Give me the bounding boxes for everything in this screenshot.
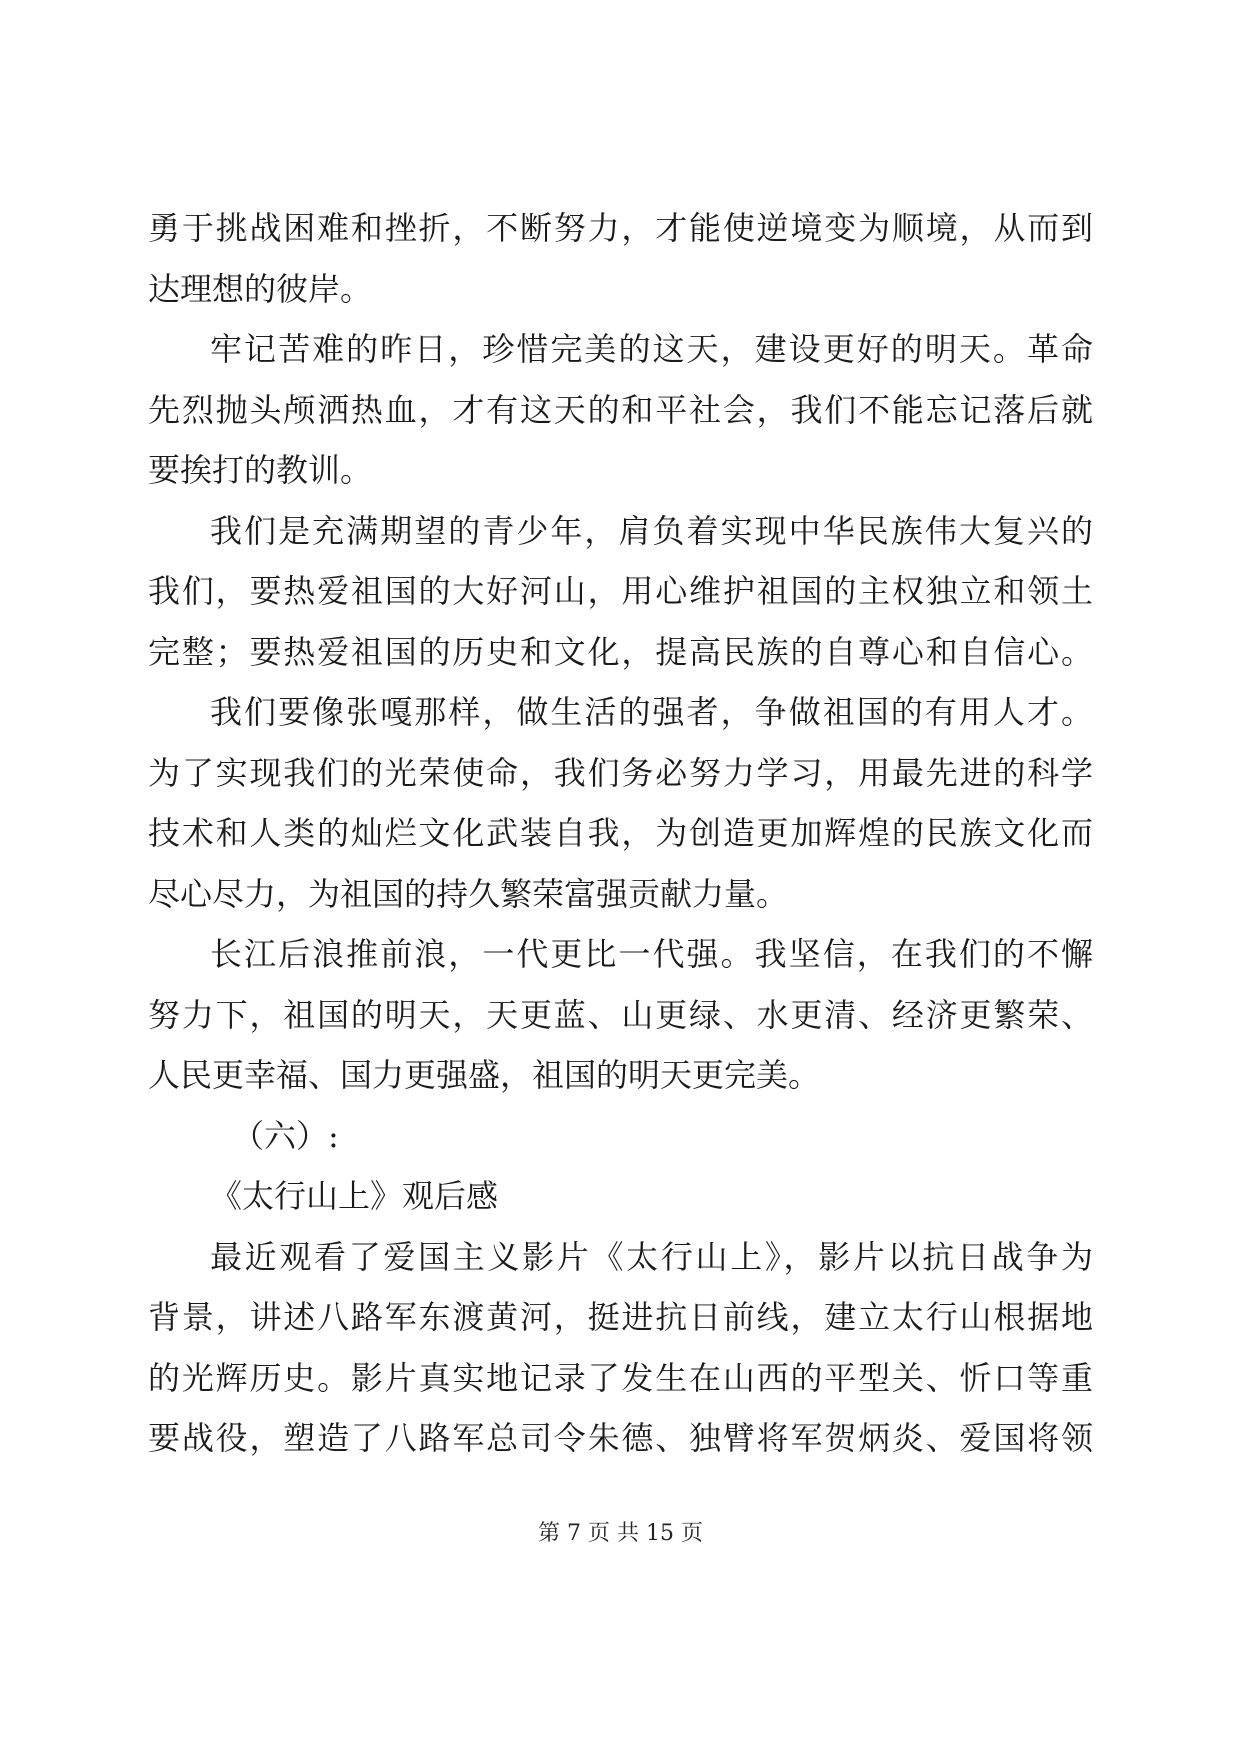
text-line-content: 技术和人类的灿烂文化武装自我，为创造更加辉煌的民族文化而 xyxy=(148,814,1095,852)
text-line-content: 尽心尽力，为祖国的持久繁荣富强贡献力量。 xyxy=(148,874,789,913)
section-number-text: （六）: xyxy=(232,1116,339,1155)
text-line xyxy=(0,329,1241,389)
text-line-content: 完整；要热爱祖国的历史和文化，提高民族的自尊心和自信心。 xyxy=(148,632,1095,671)
text-line xyxy=(0,1297,1241,1357)
text-line-content: 先烈抛头颅洒热血，才有这天的和平社会，我们不能忘记落后就 xyxy=(148,390,1095,429)
text-line xyxy=(0,1418,1241,1478)
text-line xyxy=(0,632,1241,692)
text-line xyxy=(0,571,1241,631)
text-line-content: 人民更幸福、国力更强盛，祖国的明天更完美。 xyxy=(148,1056,821,1094)
text-line xyxy=(0,390,1241,450)
text-line-content: 要挨打的教训。 xyxy=(148,451,373,489)
text-line-content: 为了实现我们的光荣使命，我们务必努力学习，用最先进的科学 xyxy=(148,753,1095,792)
text-line-content: 背景，讲述八路军东渡黄河，挺进抗日前线，建立太行山根据地 xyxy=(148,1298,1095,1336)
text-line-content: 勇于挑战困难和挫折，不断努力，才能使逆境变为顺境，从而到 xyxy=(148,209,1095,247)
text-line-content: 的光辉历史。影片真实地记录了发生在山西的平型关、忻口等重 xyxy=(148,1358,1095,1397)
text-line-content: 最近观看了爱国主义影片《太行山上》，影片以抗日战争为 xyxy=(210,1237,1096,1276)
section-number xyxy=(0,1116,1241,1176)
text-line xyxy=(0,208,1241,268)
text-line-content: 牢记苦难的昨日，珍惜完美的这天，建设更好的明天。革命 xyxy=(210,330,1096,368)
text-line xyxy=(0,1358,1241,1418)
page-number: 第 7 页 共 15 页 xyxy=(538,1521,703,1546)
page-footer xyxy=(0,1520,1241,1548)
text-line xyxy=(0,450,1241,510)
text-line-content: 我们要像张嘎那样，做生活的强者，争做祖国的有用人才。 xyxy=(210,693,1096,731)
text-line-content: 达理想的彼岸。 xyxy=(148,269,373,308)
article-title xyxy=(0,1176,1241,1236)
text-line xyxy=(0,269,1241,329)
article-title-text: 《太行山上》观后感 xyxy=(210,1177,499,1215)
text-line xyxy=(0,1237,1241,1297)
text-line-content: 长江后浪推前浪，一代更比一代强。我坚信，在我们的不懈 xyxy=(210,935,1096,973)
text-line xyxy=(0,934,1241,994)
text-line xyxy=(0,874,1241,934)
text-line xyxy=(0,753,1241,813)
text-line-content: 要战役，塑造了八路军总司令朱德、独臂将军贺炳炎、爱国将领 xyxy=(148,1419,1095,1457)
text-line xyxy=(0,995,1241,1055)
text-line-content: 我们是充满期望的青少年，肩负着实现中华民族伟大复兴的 xyxy=(210,511,1096,550)
text-line xyxy=(0,511,1241,571)
text-line-content: 努力下，祖国的明天，天更蓝、山更绿、水更清、经济更繁荣、 xyxy=(148,995,1095,1034)
text-line xyxy=(0,1055,1241,1115)
text-line xyxy=(0,692,1241,752)
text-line-content: 我们，要热爱祖国的大好河山，用心维护祖国的主权独立和领土 xyxy=(148,572,1095,610)
text-line xyxy=(0,813,1241,873)
